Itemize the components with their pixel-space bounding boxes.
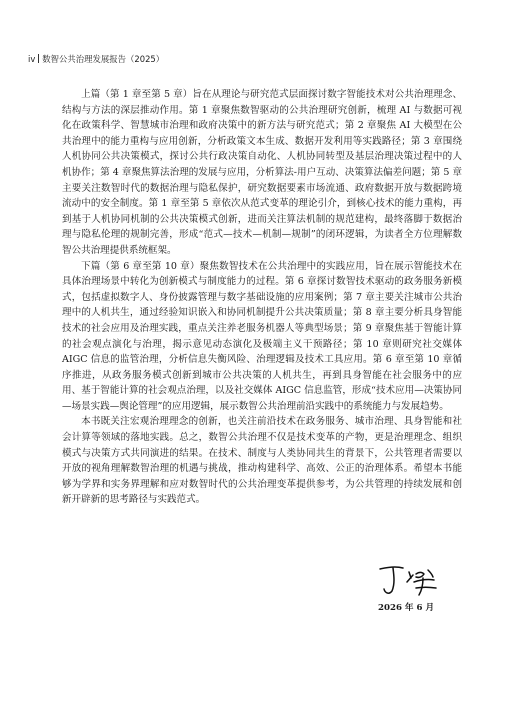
book-title: 数智公共治理发展报告（2025） [42, 54, 165, 64]
running-header [28, 53, 164, 65]
paragraph-part-two: 下篇（第 6 章至第 10 章）聚焦数智技术在公共治理中的实践应用，旨在展示智能技术在具体治理场景中转化为创新模式与制度能力的过程。第 6 章探讨数智技术驱动的政务服务新模式，包括虚拟数字人、身份披露管理与数字基础设施的应用案例；第 7 章主要关注城市公共治理中的人机共生，通过经验知识嵌入和协同机制提升公共决策质量；第 8 章主要分析具身智能技术的社会应用及治理实践，重点关注养老服务机器人等典型场景；第 9 章聚焦基于智能计算的社会观点演化与治理，揭示意见动态演化及极端主义干预路径；第 10 章则研究社交媒体 AIGC 信息的监管治理，分析信息失衡风险、治理逻辑及技术工具应用。第 6 章至第 10 章循序推进，从政务服务模式创新到城市公共决策的人机共生，再到具身智能在社会服务中的应用、基于智能计算的社会观点治理，以及社交媒体 AIGC 信息监管，形成“技术应用—决策协同—场景实践—舆论管理”的应用逻辑，展示数智公共治理前沿实践中的系统能力与发展趋势。 [62, 260, 462, 412]
signature-date: 2026 年 6 月 [378, 603, 435, 613]
header-divider [38, 54, 39, 63]
preface-body [62, 87, 462, 508]
handwritten-signature [376, 560, 446, 598]
paragraph-conclusion: 本书既关注宏观治理理念的创新，也关注前沿技术在政务服务、城市治理、具身智能和社会计算等领域的落地实践。总之，数智公共治理不仅是技术变革的产物，更是治理理念、组织模式与决策方式共同演进的结果。在技术、制度与人类协同共生的背景下，公共管理者需要以开放的视角理解数智治理的机遇与挑战，推动构建科学、高效、公正的治理体系。希望本书能够为学界和实务界理解和应对数智时代的公共治理变革提供参考，为公共管理的持续发展和创新开辟新的思考路径与实践范式。 [62, 416, 462, 506]
signature-icon [376, 560, 446, 598]
page-number: iv [28, 54, 36, 64]
paragraph-part-one: 上篇（第 1 章至第 5 章）旨在从理论与研究范式层面探讨数字智能技术对公共治理理念、结构与方法的深层推动作用。第 1 章聚焦数智驱动的公共治理研究创新，梳理 AI 与数据可视化在政策科学、智慧城市治理和政府决策中的新方法与研究范式；第 2 章聚焦 AI 大模型在公共治理中的能力重构与应用创新，分析政策文本生成、数据开发利用等实践路径；第 3 章围绕人机协同公共决策模式，探讨公共行政决策自动化、人机协同转型及基层治理决策过程中的人机协作；第 4 章聚焦算法治理的发展与应用，分析算法-用户互动、决策算法偏差问题；第 5 章主要关注数智时代的数据治理与隐私保护，研究数据要素市场流通、政府数据开放与数据跨境流动中的安全制度。第 1 章至第 5 章依次从范式变革的理论引介，到核心技术的能力重构，再到基于人机协同机制的公共决策模式创新，进而关注算法机制的规范建构，最终落脚于数据治理与隐私伦理的规制完善，形成“范式—技术—机制—规制”的闭环逻辑，为读者全方位理解数智公共治理提供系统框架。 [62, 89, 462, 256]
